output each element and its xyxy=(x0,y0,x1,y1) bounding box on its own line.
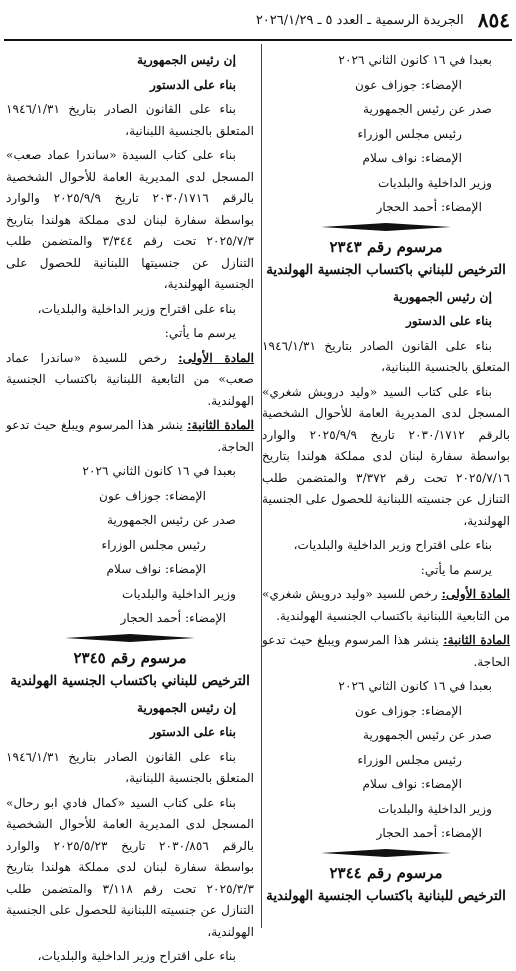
article-2 xyxy=(6,415,254,458)
president-heading: إن رئيس الجمهورية xyxy=(136,700,236,715)
president-heading: إن رئيس الجمهورية xyxy=(392,289,492,304)
decree-title: مرسوم رقم ٢٣٤٥ xyxy=(73,648,187,667)
proposal-line: بناء على اقتراح وزير الداخلية والبلديات، xyxy=(293,538,492,552)
minister-signature: الإمضاء: أحمد الحجار xyxy=(376,826,482,840)
divider-ornament xyxy=(6,634,254,642)
pm-title: رئيس مجلس الوزراء xyxy=(101,537,206,552)
president-signature: الإمضاء: جوزاف عون xyxy=(355,703,462,718)
issued-line: بعبدا في ١٦ كانون الثاني ٢٠٢٦ xyxy=(338,53,492,67)
president-heading: إن رئيس الجمهورية xyxy=(136,53,236,67)
issued-line: بعبدا في ١٦ كانون الثاني ٢٠٢٦ xyxy=(338,679,492,693)
header-rule xyxy=(4,39,512,41)
decrees-line: يرسم ما يأتي: xyxy=(420,562,492,577)
article-2-label: المادة الثانية: xyxy=(443,633,511,647)
page-header xyxy=(0,0,516,40)
page-number: ٨٥٤ xyxy=(477,8,510,32)
decree-subtitle: الترخيص للبنانية باكتساب الجنسية الهولندية xyxy=(266,887,506,904)
journal-issue-line: الجريدة الرسمية ـ العدد ٥ ـ ٢٠٢٦/١/٢٩ xyxy=(255,12,464,28)
decree-subtitle: الترخيص للبناني باكتساب الجنسية الهولندية xyxy=(10,672,250,689)
law-reference: بناء على القانون الصادر بتاريخ ١٩٤٦/١/٣١ المتعلق بالجنسية اللبنانية، xyxy=(6,749,254,785)
minister-title: وزير الداخلية والبلديات xyxy=(378,801,492,816)
applicant-letter: بناء على كتاب السيدة «ساندرا عماد صعب» المسجل لدى المديرية العامة للأحوال الشخصية بالرقم ٢٠٣٠/١٧١٦ تاريخ ٢٠٢٥/٩/٩ والوارد بواسطة سفارة لبنان لدى مملكة هولندا بتاريخ ٢٠٢٥/٧/٣ تحت رقم ٣/٣٤٤ والمتضمن طلب التنازل عن جنسيتها اللبنانية للحصول على الجنسية الهولندية، xyxy=(6,148,255,291)
decree-subtitle: الترخيص للبناني باكتساب الجنسية الهولندية xyxy=(266,261,506,278)
article-2-text: ينشر هذا المرسوم ويبلغ حيث تدعو الحاجة. xyxy=(6,418,254,454)
proposal-line: بناء على اقتراح وزير الداخلية والبلديات، xyxy=(37,301,236,316)
minister-title: وزير الداخلية والبلديات xyxy=(122,586,236,601)
divider-ornament xyxy=(262,223,510,231)
decrees-line: يرسم ما يأتي: xyxy=(164,326,236,340)
right-column xyxy=(262,50,510,913)
proposal-line: بناء على اقتراح وزير الداخلية والبلديات، xyxy=(37,949,236,963)
constitution-line: بناء على الدستور xyxy=(149,77,236,92)
law-reference: بناء على القانون الصادر بتاريخ ١٩٤٦/١/٣١ المتعلق بالجنسية اللبنانية، xyxy=(6,102,254,138)
article-1 xyxy=(6,348,254,413)
article-1-label: المادة الأولى: xyxy=(441,587,510,601)
divider-ornament xyxy=(262,849,510,857)
minister-title: وزير الداخلية والبلديات xyxy=(378,175,492,190)
pm-signature: الإمضاء: نواف سلام xyxy=(362,777,462,791)
article-1-label: المادة الأولى: xyxy=(178,350,254,365)
article-1-text: رخص للسيدة «ساندرا عماد صعب» من التابعية اللبنانية باكتساب الجنسية الهولندية. xyxy=(6,350,254,408)
president-signature: الإمضاء: جوزاف عون xyxy=(99,488,206,503)
constitution-line: بناء على الدستور xyxy=(405,314,492,328)
decree-title: مرسوم رقم ٢٣٤٤ xyxy=(329,863,443,882)
president-signature: الإمضاء: جوزاف عون xyxy=(355,77,462,92)
minister-signature: الإمضاء: أحمد الحجار xyxy=(376,200,482,214)
article-1-text: رخص للسيد «وليد درويش شغري» من التابعية اللبنانية باكتساب الجنسية الهولندية. xyxy=(261,587,510,623)
article-2-label: المادة الثانية: xyxy=(187,418,255,432)
issued-by: صدر عن رئيس الجمهورية xyxy=(106,513,236,527)
left-column xyxy=(6,50,254,971)
law-reference: بناء على القانون الصادر بتاريخ ١٩٤٦/١/٣١ المتعلق بالجنسية اللبنانية، xyxy=(262,338,510,374)
applicant-letter: بناء على كتاب السيد «وليد درويش شغري» المسجل لدى المديرية العامة للأحوال الشخصية بالرقم ٢٠٣٠/١٧١٢ تاريخ ٢٠٢٥/٩/٩ والوارد بواسطة سفارة لبنان لدى مملكة هولندا بتاريخ ٢٠٢٥/٧/١٦ تحت رقم ٣/٣٧٢ والمتضمن طلب التنازل عن جنسيته اللبنانية للحصول على الجنسية الهولندية، xyxy=(262,384,511,528)
pm-title: رئيس مجلس الوزراء xyxy=(357,752,462,767)
minister-signature: الإمضاء: أحمد الحجار xyxy=(120,611,226,625)
issued-by: صدر عن رئيس الجمهورية xyxy=(362,728,492,742)
article-2 xyxy=(262,630,510,673)
constitution-line: بناء على الدستور xyxy=(149,725,236,739)
pm-title: رئيس مجلس الوزراء xyxy=(357,126,462,141)
applicant-letter: بناء على كتاب السيد «كمال فادي ابو رحال» المسجل لدى المديرية العامة للأحوال الشخصية بالرقم ٢٠٣٠/٨٥٦ تاريخ ٢٠٢٥/٥/٢٣ والوارد بواسطة سفارة لبنان لدى مملكة هولندا بتاريخ ٢٠٢٥/٣/٣ تحت رقم ٣/١١٨ والمتضمن طلب التنازل عن جنسيته اللبنانية للحصول على الجنسية الهولندية، xyxy=(6,795,255,939)
decree-title: مرسوم رقم ٢٣٤٣ xyxy=(329,237,443,256)
article-2-text: ينشر هذا المرسوم ويبلغ حيث تدعو الحاجة. xyxy=(262,633,510,669)
pm-signature: الإمضاء: نواف سلام xyxy=(362,151,462,165)
article-1 xyxy=(262,584,510,627)
pm-signature: الإمضاء: نواف سلام xyxy=(106,562,206,576)
issued-line: بعبدا في ١٦ كانون الثاني ٢٠٢٦ xyxy=(82,464,236,478)
issued-by: صدر عن رئيس الجمهورية xyxy=(362,102,492,116)
